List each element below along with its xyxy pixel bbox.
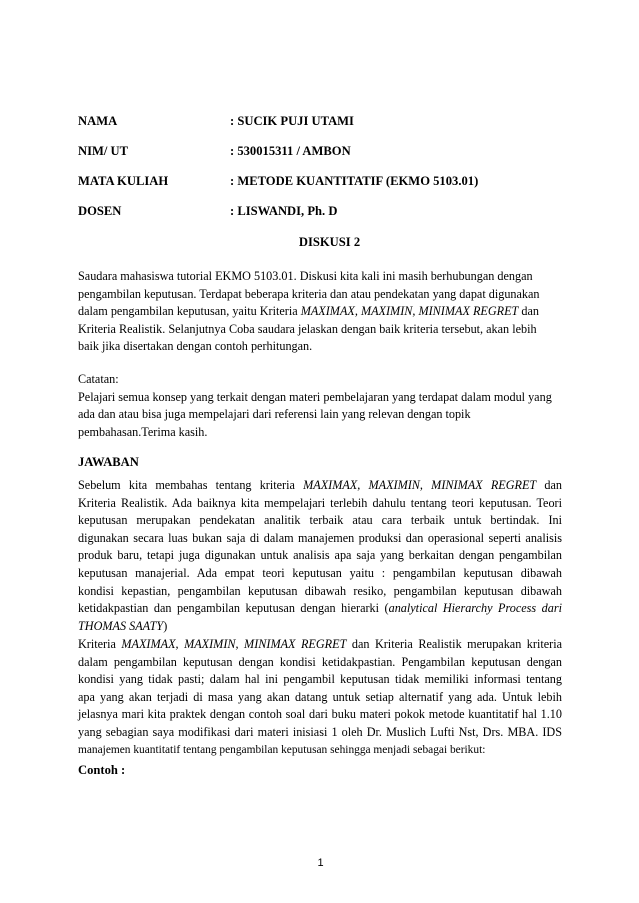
header-label: MATA KULIAH (78, 174, 169, 188)
catatan-line: pembahasan.Terima kasih. (78, 424, 208, 439)
catatan-line: Pelajari semua konsep yang terkait dengan materi pembelajaran yang terdapat dalam modul yang (78, 389, 552, 404)
header-label: DOSEN (78, 204, 122, 218)
catatan-label: Catatan: (78, 372, 119, 386)
paragraph-line: dalam pengambilan keputusan dengan kondisi ketidakpastian. Pengambilan keputusan dengan (78, 654, 562, 669)
paragraph-line: ketidakpastian dan pengambilan keputusan dengan hierarki (analytical Hierarchy Process dari (78, 601, 562, 616)
paragraph-line: Kriteria MAXIMAX, MAXIMIN, MINIMAX REGRET dan Kriteria Realistik merupakan kriteria (78, 637, 562, 651)
paragraph-line: produk baru, tetapi juga digunakan untuk analisis apa saja yang berkaitan dengan pengambilan (78, 548, 562, 563)
contoh-heading: Contoh : (78, 763, 126, 777)
question-line: dalam pengambilan keputusan, yaitu Kriteria MAXIMAX, MAXIMIN, MINIMAX REGRET dan (78, 304, 539, 319)
catatan-line: ada dan atau bisa juga mempelajari dari referensi lain yang relevan dengan topik (78, 407, 471, 422)
paragraph-line: manajemen kuantitatif tentang pengambilan keputusan sehingga menjadi sebagai berikut: (78, 743, 486, 756)
header-label: NAMA (78, 114, 118, 128)
header-value: : LISWANDI, Ph. D (230, 204, 338, 218)
question-line: baik jika disertakan dengan contoh perhitungan. (78, 339, 313, 354)
paragraph-line: THOMAS SAATY) (78, 618, 168, 633)
paragraph-line: keputusan manajerial. Ada empat teori keputusan yaitu : pengambilan keputusan dibawah (78, 565, 562, 580)
paragraph-line: keputusan merupakan pendekatan analitik terbaik atau cara terbaik untuk bertindak. Ini (78, 513, 562, 528)
header-value: : SUCIK PUJI UTAMI (230, 114, 354, 128)
question-line: Saudara mahasiswa tutorial EKMO 5103.01. Diskusi kita kali ini masih berhubungan dengan (78, 269, 533, 283)
paragraph-line: kondisi yang tidak pasti; dalam hal ini pengambil keputusan tidak memiliki informasi tentang (78, 672, 562, 687)
paragraph-line: kondisi kepastian, pengambilan keputusan dibawah resiko, pengambilan keputusan dibawah (78, 583, 562, 598)
question-paragraph (78, 268, 562, 356)
header-label: NIM/ UT (78, 144, 129, 158)
jawaban-paragraph-1 (78, 477, 562, 635)
jawaban-paragraph-2 (78, 636, 562, 759)
jawaban-heading: JAWABAN (78, 455, 139, 469)
header-value: : METODE KUANTITATIF (EKMO 5103.01) (230, 174, 479, 188)
paragraph-line: yang sebagian saya modifikasi dari materi inisiasi 1 oleh Dr. Muslich Lufti Nst, Drs. MBA. IDS (78, 724, 562, 739)
catatan-paragraph (78, 371, 562, 441)
page-number: 1 (317, 857, 324, 869)
paragraph-line: apa yang akan terjadi di masa yang akan datang untuk setiap alternatif yang ada. Untuk lebih (78, 689, 562, 704)
paragraph-line: Kriteria Realistik. Ada baiknya kita mempelajari terlebih dahulu tentang teori keputusan. Teori (78, 495, 562, 510)
paragraph-line: jelasnya mari kita praktek dengan contoh soal dari buku materi pokok metode kuantitatif hal 1.10 (78, 707, 562, 722)
header-value: : 530015311 / AMBON (230, 144, 351, 158)
paragraph-line: Sebelum kita membahas tentang kriteria MAXIMAX, MAXIMIN, MINIMAX REGRET dan (78, 478, 562, 492)
question-line: Kriteria Realistik. Selanjutnya Coba saudara jelaskan dengan baik kriteria tersebut, akan lebih (78, 321, 537, 336)
paragraph-line: digunakan secara luas bukan saja di dalam manajemen produksi dan operasional seperti analisis (78, 530, 562, 545)
page-title: DISKUSI 2 (298, 235, 361, 249)
question-line: pengambilan keputusan. Terdapat beberapa kriteria dan atau pendekatan yang dapat digunakan (78, 286, 540, 301)
